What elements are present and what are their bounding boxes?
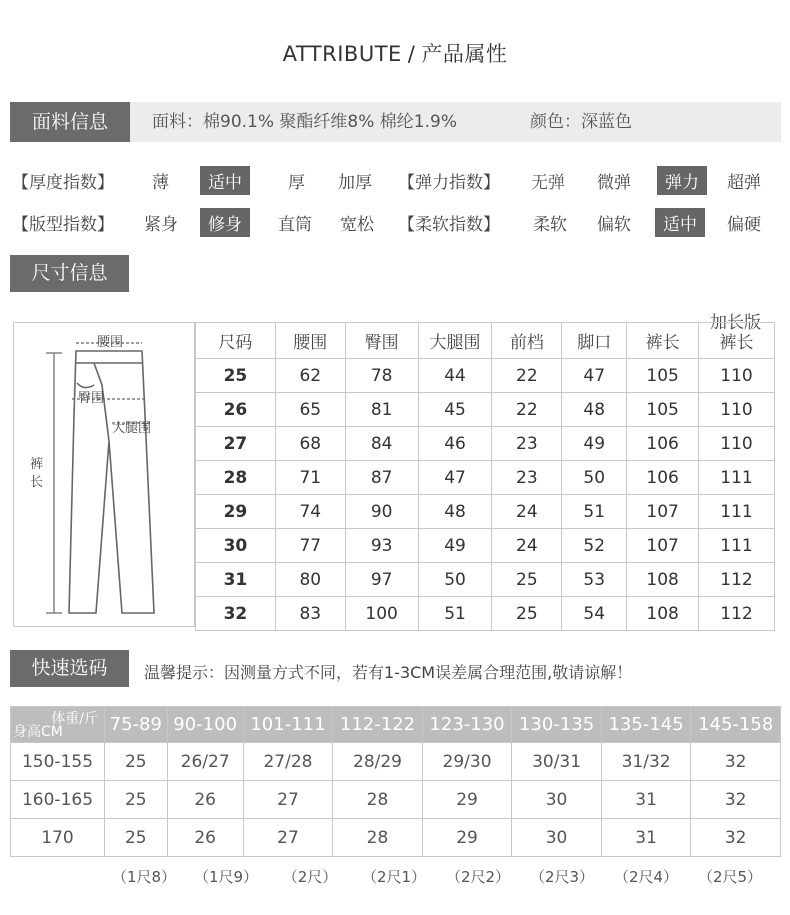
extended-version-label: 加长版	[710, 313, 761, 333]
waist-chi-note: （1尺8）	[111, 868, 177, 886]
measurement-cell: 90	[345, 495, 418, 529]
measurement-cell: 51	[418, 597, 492, 631]
corner-weight-label: 体重/斤	[51, 711, 98, 727]
recommended-size-cell: 30	[512, 781, 602, 819]
measurement-cell: 48	[418, 495, 492, 529]
recommended-size-cell: 28	[333, 819, 423, 857]
weight-col-2: 90-100	[167, 707, 243, 743]
recommended-size-cell: 28/29	[333, 743, 423, 781]
measurement-cell: 50	[418, 563, 492, 597]
recommended-size-cell: 32	[691, 819, 781, 857]
pants-diagram	[13, 322, 195, 627]
page-title	[0, 38, 790, 68]
measurement-cell: 108	[627, 597, 699, 631]
softness-option-hard: 偏硬	[727, 215, 761, 235]
quick-table-header	[11, 707, 781, 743]
quick-row	[11, 819, 781, 857]
height-cell: 160-165	[11, 781, 105, 819]
quick-row	[11, 781, 781, 819]
measurement-cell: 110	[699, 359, 775, 393]
quick-select-tag: 快速选码	[10, 650, 129, 687]
fit-option-slim-selected: 修身	[200, 208, 250, 237]
corner-height-label: 身高CM	[13, 724, 63, 740]
fit-label: 【版型指数】	[12, 215, 114, 235]
measurement-cell: 84	[345, 427, 418, 461]
recommended-size-cell: 31	[601, 781, 691, 819]
measurement-cell: 48	[562, 393, 627, 427]
col-front-rise: 前档	[492, 323, 562, 359]
recommended-size-cell: 31/32	[601, 743, 691, 781]
diagram-label-length-bottom: 长	[30, 475, 44, 490]
recommended-size-cell: 32	[691, 781, 781, 819]
waist-chi-note: （2尺4）	[613, 868, 679, 886]
fit-option-loose: 宽松	[340, 215, 374, 235]
elasticity-option-none: 无弹	[531, 173, 565, 193]
thickness-option-medium-selected: 适中	[200, 166, 250, 195]
softness-option-soft: 柔软	[533, 215, 567, 235]
measurement-cell: 77	[275, 529, 345, 563]
size-row	[196, 461, 775, 495]
measurement-cell: 22	[492, 393, 562, 427]
measurement-cell: 52	[562, 529, 627, 563]
waist-chi-note: （2尺）	[282, 868, 338, 886]
size-cell: 27	[196, 427, 276, 461]
measurement-cell: 110	[699, 427, 775, 461]
measurement-cell: 106	[627, 461, 699, 495]
size-cell: 26	[196, 393, 276, 427]
measurement-cell: 62	[275, 359, 345, 393]
height-cell: 170	[11, 819, 105, 857]
title-en: ATTRIBUTE	[282, 42, 402, 66]
waist-chi-note: （2尺3）	[529, 868, 595, 886]
weight-col-1: 75-89	[105, 707, 168, 743]
measurement-cell: 49	[562, 427, 627, 461]
softness-option-semi-soft: 偏软	[597, 215, 631, 235]
col-length: 裤长	[627, 323, 699, 359]
measurement-cell: 111	[699, 529, 775, 563]
elasticity-label: 【弹力指数】	[398, 173, 500, 193]
recommended-size-cell: 26	[167, 781, 243, 819]
col-length-extended: 裤长	[699, 323, 775, 359]
recommended-size-cell: 29	[422, 819, 512, 857]
col-size: 尺码	[196, 323, 276, 359]
corner-cell	[11, 707, 105, 743]
weight-col-8: 145-158	[691, 707, 781, 743]
measurement-cell: 78	[345, 359, 418, 393]
waist-chi-note: （2尺5）	[697, 868, 763, 886]
measurement-cell: 87	[345, 461, 418, 495]
fit-option-tight: 紧身	[144, 215, 178, 235]
col-hip: 臀围	[345, 323, 418, 359]
recommended-size-cell: 29	[422, 781, 512, 819]
measurement-cell: 74	[275, 495, 345, 529]
measurement-cell: 110	[699, 393, 775, 427]
diagram-label-length-top: 裤	[30, 457, 44, 472]
size-row	[196, 597, 775, 631]
thickness-label: 【厚度指数】	[12, 173, 114, 193]
diagram-label-thigh: 大腿围	[112, 421, 152, 436]
waist-chi-note: （1尺9）	[193, 868, 259, 886]
measurement-cell: 22	[492, 359, 562, 393]
measurement-cell: 106	[627, 427, 699, 461]
measurement-cell: 44	[418, 359, 492, 393]
measurement-cell: 100	[345, 597, 418, 631]
size-cell: 32	[196, 597, 276, 631]
col-thigh: 大腿围	[418, 323, 492, 359]
elasticity-option-super: 超弹	[727, 173, 761, 193]
weight-col-5: 123-130	[422, 707, 512, 743]
measurement-cell: 24	[492, 495, 562, 529]
size-cell: 25	[196, 359, 276, 393]
measurement-cell: 105	[627, 359, 699, 393]
measurement-cell: 45	[418, 393, 492, 427]
measurement-cell: 108	[627, 563, 699, 597]
softness-option-medium-selected: 适中	[655, 208, 705, 237]
recommended-size-cell: 25	[105, 781, 168, 819]
measurement-cell: 111	[699, 461, 775, 495]
measurement-cell: 80	[275, 563, 345, 597]
size-row	[196, 427, 775, 461]
size-cell: 31	[196, 563, 276, 597]
measurement-cell: 46	[418, 427, 492, 461]
measurement-cell: 49	[418, 529, 492, 563]
title-cn: 产品属性	[421, 42, 508, 66]
thickness-option-extra-thick: 加厚	[338, 173, 372, 193]
waist-chi-note: （2尺2）	[445, 868, 511, 886]
recommended-size-cell: 32	[691, 743, 781, 781]
title-slash: /	[407, 42, 416, 66]
size-row	[196, 563, 775, 597]
measurement-cell: 65	[275, 393, 345, 427]
measurement-cell: 93	[345, 529, 418, 563]
recommended-size-cell: 27/28	[243, 743, 333, 781]
measurement-cell: 23	[492, 461, 562, 495]
measurement-cell: 111	[699, 495, 775, 529]
measurement-cell: 47	[418, 461, 492, 495]
measurement-cell: 51	[562, 495, 627, 529]
size-info-tag: 尺寸信息	[10, 255, 129, 292]
size-cell: 29	[196, 495, 276, 529]
quick-row	[11, 743, 781, 781]
measurement-cell: 112	[699, 563, 775, 597]
height-cell: 150-155	[11, 743, 105, 781]
recommended-size-cell: 27	[243, 781, 333, 819]
recommended-size-cell: 28	[333, 781, 423, 819]
weight-col-3: 101-111	[243, 707, 333, 743]
waist-chi-note: （2尺1）	[361, 868, 427, 886]
measurement-cell: 107	[627, 495, 699, 529]
fabric-material: 面料：棉90.1% 聚酯纤维8% 棉纶1.9%	[152, 112, 457, 132]
measurement-cell: 25	[492, 597, 562, 631]
measurement-cell: 47	[562, 359, 627, 393]
thickness-option-thick: 厚	[288, 173, 305, 193]
measurement-cell: 105	[627, 393, 699, 427]
fabric-bar	[10, 102, 781, 142]
recommended-size-cell: 25	[105, 819, 168, 857]
measurement-cell: 81	[345, 393, 418, 427]
size-row	[196, 393, 775, 427]
elasticity-option-elastic-selected: 弹力	[657, 166, 707, 195]
recommended-size-cell: 27	[243, 819, 333, 857]
weight-col-4: 112-122	[333, 707, 423, 743]
measurement-cell: 24	[492, 529, 562, 563]
recommended-size-cell: 31	[601, 819, 691, 857]
recommended-size-cell: 30/31	[512, 743, 602, 781]
fit-option-straight: 直筒	[278, 215, 312, 235]
size-row	[196, 529, 775, 563]
quick-select-table	[10, 706, 781, 857]
weight-col-6: 130-135	[512, 707, 602, 743]
size-row	[196, 359, 775, 393]
weight-col-7: 135-145	[601, 707, 691, 743]
size-table-header	[196, 323, 775, 359]
elasticity-option-slight: 微弹	[597, 173, 631, 193]
col-leg-opening: 脚口	[562, 323, 627, 359]
measurement-cell: 112	[699, 597, 775, 631]
col-waist: 腰围	[275, 323, 345, 359]
measurement-cell: 54	[562, 597, 627, 631]
measurement-cell: 107	[627, 529, 699, 563]
diagram-label-hip: 臀围	[78, 391, 105, 406]
size-cell: 28	[196, 461, 276, 495]
chi-notes-row	[104, 866, 781, 887]
measurement-cell: 97	[345, 563, 418, 597]
size-row	[196, 495, 775, 529]
fabric-color: 颜色：深蓝色	[530, 112, 632, 132]
measurement-cell: 83	[275, 597, 345, 631]
recommended-size-cell: 26	[167, 819, 243, 857]
thickness-option-thin: 薄	[152, 173, 169, 193]
softness-label: 【柔软指数】	[398, 215, 500, 235]
measurement-cell: 50	[562, 461, 627, 495]
measurement-cell: 25	[492, 563, 562, 597]
recommended-size-cell: 26/27	[167, 743, 243, 781]
measurement-tip: 温馨提示：因测量方式不同，若有1-3CM误差属合理范围,敬请谅解！	[144, 663, 633, 682]
diagram-label-waist: 腰围	[97, 335, 124, 350]
size-cell: 30	[196, 529, 276, 563]
measurement-cell: 53	[562, 563, 627, 597]
measurement-cell: 68	[275, 427, 345, 461]
fabric-tag: 面料信息	[10, 102, 130, 142]
measurement-cell: 23	[492, 427, 562, 461]
recommended-size-cell: 29/30	[422, 743, 512, 781]
size-table	[195, 322, 775, 631]
recommended-size-cell: 30	[512, 819, 602, 857]
recommended-size-cell: 25	[105, 743, 168, 781]
measurement-cell: 71	[275, 461, 345, 495]
